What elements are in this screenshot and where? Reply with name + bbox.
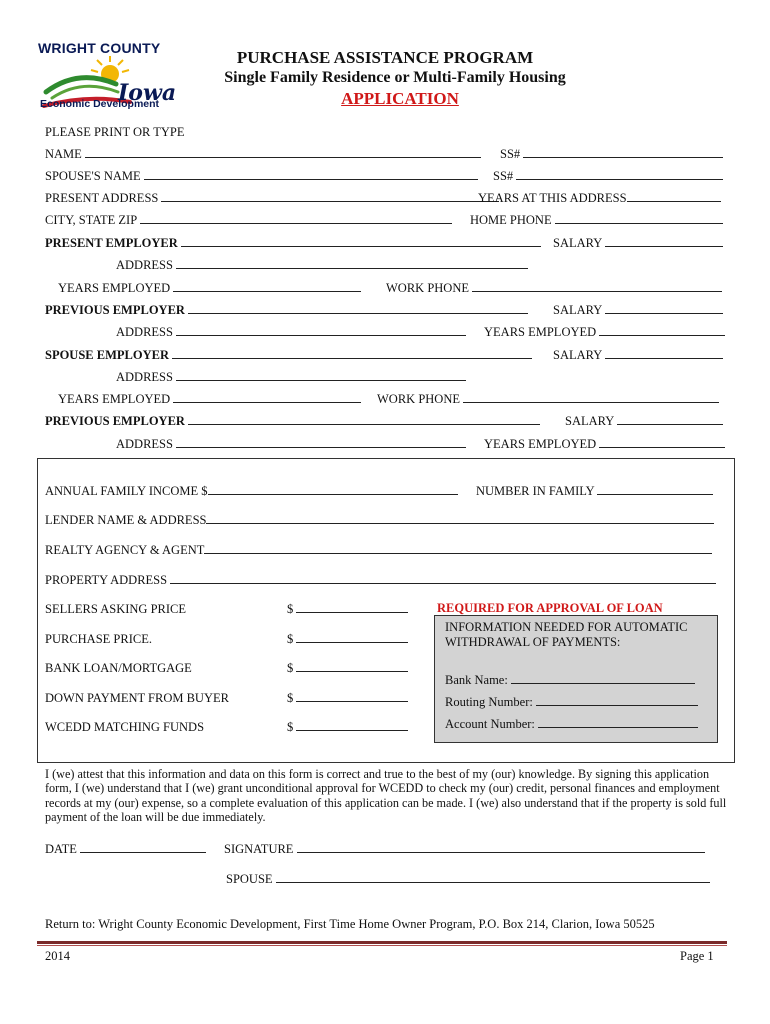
property-address-label: PROPERTY ADDRESS [45,573,168,587]
bank-loan-field[interactable] [296,661,408,672]
matching-funds-label: WCEDD MATCHING FUNDS [45,720,205,734]
attestation-text: I (we) attest that this information and data on this form is correct and true to the best of my (our) knowledge. By signing this application form, I (we) understand that I (we) grant unconditional approval for WCEDD to check my (our) credit, personal finances and employment records at my (our) expense, so a complete evaluation of this application can be made. I (we) also understand that if the property is sold full payment of the loan will be due immediately. [45,767,727,825]
return-address: Return to: Wright County Economic Development, First Time Home Owner Program, P.O. Box 214, Clarion, Iowa 50525 [45,917,655,931]
home-phone-label: HOME PHONE [470,213,552,227]
previous-salary-row [553,303,723,317]
present-salary-label: SALARY [553,236,602,250]
signature-row [224,842,705,856]
logo-title: WRIGHT COUNTY [38,40,161,56]
previous-address-field[interactable] [176,325,466,336]
previous-salary-field[interactable] [605,303,723,314]
present-employer-address-field[interactable] [176,258,528,269]
purchase-price-dollar: $ [287,632,294,646]
signature-label: SIGNATURE [224,842,294,856]
bank-info-line1: INFORMATION NEEDED FOR AUTOMATIC [445,620,688,634]
purchase-price-label: PURCHASE PRICE. [45,632,152,646]
application-heading: APPLICATION [341,89,459,108]
sellers-price-row [287,602,408,616]
spouse-employer-field[interactable] [172,348,532,359]
logo-script: Iowa [118,80,177,106]
previous-years-label: YEARS EMPLOYED [484,325,597,339]
routing-row [445,695,698,709]
spouse-work-phone-label: WORK PHONE [377,392,460,406]
date-row [45,842,206,856]
annual-income-field[interactable] [208,484,458,495]
bank-name-row [445,673,695,687]
spouse-employer-row [45,348,532,362]
present-employer-label: PRESENT EMPLOYER [45,236,178,250]
present-years-row [58,281,361,295]
bank-loan-row [287,661,408,675]
property-address-field[interactable] [170,573,716,584]
spouse-previous-address-field[interactable] [176,437,466,448]
spouse-employer-address-row [116,370,466,384]
present-employer-address-row [116,258,528,272]
purchase-price-field[interactable] [296,632,408,643]
spouse-previous-address-label: ADDRESS [116,437,173,451]
present-employer-field[interactable] [181,236,541,247]
spouse-previous-employer-row [45,414,540,428]
footer-rule-thin [37,945,727,946]
spouse-ss-row [493,169,723,183]
present-work-phone-field[interactable] [472,281,722,292]
down-payment-dollar: $ [287,691,294,705]
spouse-previous-address-row [116,437,466,451]
family-size-field[interactable] [597,484,713,495]
ss-label: SS# [500,147,521,161]
sellers-price-field[interactable] [296,602,408,613]
city-field[interactable] [140,213,452,224]
previous-employer-field[interactable] [188,303,528,314]
bank-name-label: Bank Name: [445,673,508,687]
spouse-years-label: YEARS EMPLOYED [58,392,171,406]
spouse-signature-label: SPOUSE [226,872,273,886]
spouse-ss-field[interactable] [516,169,723,180]
sellers-price-label: SELLERS ASKING PRICE [45,602,186,616]
city-row [45,213,452,227]
spouse-salary-label: SALARY [553,348,602,362]
spouse-salary-row [553,348,723,362]
present-address-label: PRESENT ADDRESS [45,191,159,205]
years-address-label: YEARS AT THIS ADDRESS [478,191,627,205]
required-notice: REQUIRED FOR APPROVAL OF LOAN [437,601,663,615]
previous-years-field[interactable] [599,325,725,336]
down-payment-field[interactable] [296,691,408,702]
spouse-salary-field[interactable] [605,348,723,359]
spouse-years-row [58,392,361,406]
spouse-employer-address-field[interactable] [176,370,466,381]
spouse-employer-label: SPOUSE EMPLOYER [45,348,169,362]
city-label: CITY, STATE ZIP [45,213,137,227]
present-address-row [45,191,499,205]
spouse-previous-salary-label: SALARY [565,414,614,428]
routing-label: Routing Number: [445,695,533,709]
present-years-label: YEARS EMPLOYED [58,281,171,295]
spouse-previous-years-row [484,437,725,451]
bank-name-field[interactable] [511,673,695,684]
present-salary-field[interactable] [605,236,723,247]
bank-loan-dollar: $ [287,661,294,675]
present-employer-row [45,236,541,250]
annual-income-row [45,484,458,498]
previous-address-row [116,325,466,339]
lender-row [45,513,714,527]
account-row [445,717,698,731]
home-phone-field[interactable] [555,213,723,224]
spouse-previous-salary-row [565,414,723,428]
present-work-phone-row [386,281,722,295]
date-label: DATE [45,842,77,856]
down-payment-label: DOWN PAYMENT FROM BUYER [45,691,229,705]
down-payment-row [287,691,408,705]
spouse-signature-field[interactable] [276,872,710,883]
account-label: Account Number: [445,717,535,731]
family-size-row [476,484,713,498]
footer-rule [37,941,727,944]
spouse-previous-salary-field[interactable] [617,414,723,425]
name-label: NAME [45,147,82,161]
present-work-phone-label: WORK PHONE [386,281,469,295]
purchase-price-row [287,632,408,646]
date-field[interactable] [80,842,206,853]
previous-employer-label: PREVIOUS EMPLOYER [45,303,185,317]
logo-subtitle: Economic Development [40,98,160,110]
lender-label: LENDER NAME & ADDRESS [45,513,207,527]
signature-field[interactable] [297,842,705,853]
spouse-work-phone-row [377,392,719,406]
realty-label: REALTY AGENCY & AGENT [45,543,205,557]
home-phone-row [470,213,723,227]
years-address-field[interactable] [627,191,721,202]
spouse-previous-employer-label: PREVIOUS EMPLOYER [45,414,185,428]
spouse-previous-years-label: YEARS EMPLOYED [484,437,597,451]
ss-field[interactable] [523,147,723,158]
footer-year: 2014 [45,949,70,963]
spouse-previous-employer-field[interactable] [188,414,540,425]
program-subtitle: Single Family Residence or Multi-Family Housing [224,69,566,86]
property-address-row [45,573,716,587]
ss-row [500,147,723,161]
spouse-name-field[interactable] [144,169,478,180]
spouse-years-field[interactable] [173,392,361,403]
previous-address-label: ADDRESS [116,325,173,339]
spouse-name-label: SPOUSE'S NAME [45,169,141,183]
bank-info-line2: WITHDRAWAL OF PAYMENTS: [445,635,621,649]
previous-employer-row [45,303,528,317]
previous-salary-label: SALARY [553,303,602,317]
annual-income-label: ANNUAL FAMILY INCOME $ [45,484,208,498]
years-address-row [478,191,721,205]
sellers-price-dollar: $ [287,602,294,616]
previous-years-row [484,325,725,339]
spouse-ss-label: SS# [493,169,514,183]
account-field[interactable] [538,717,698,728]
lender-field[interactable] [206,513,714,524]
matching-funds-field[interactable] [296,720,408,731]
present-salary-row [553,236,723,250]
spouse-name-row [45,169,478,183]
page-number: Page 1 [680,949,714,963]
realty-field[interactable] [204,543,712,554]
routing-field[interactable] [536,695,698,706]
spouse-previous-years-field[interactable] [599,437,725,448]
spouse-employer-address-label: ADDRESS [116,370,173,384]
name-row [45,147,481,161]
present-address-field[interactable] [161,191,499,202]
matching-funds-row [287,720,408,734]
present-years-field[interactable] [173,281,361,292]
family-size-label: NUMBER IN FAMILY [476,484,595,498]
name-field[interactable] [85,147,481,158]
realty-row [45,543,712,557]
matching-funds-dollar: $ [287,720,294,734]
present-employer-address-label: ADDRESS [116,258,173,272]
spouse-signature-row [226,872,710,886]
print-instruction: PLEASE PRINT OR TYPE [45,125,185,139]
program-title: PURCHASE ASSISTANCE PROGRAM [236,48,534,67]
bank-loan-label: BANK LOAN/MORTGAGE [45,661,192,675]
spouse-work-phone-field[interactable] [463,392,719,403]
